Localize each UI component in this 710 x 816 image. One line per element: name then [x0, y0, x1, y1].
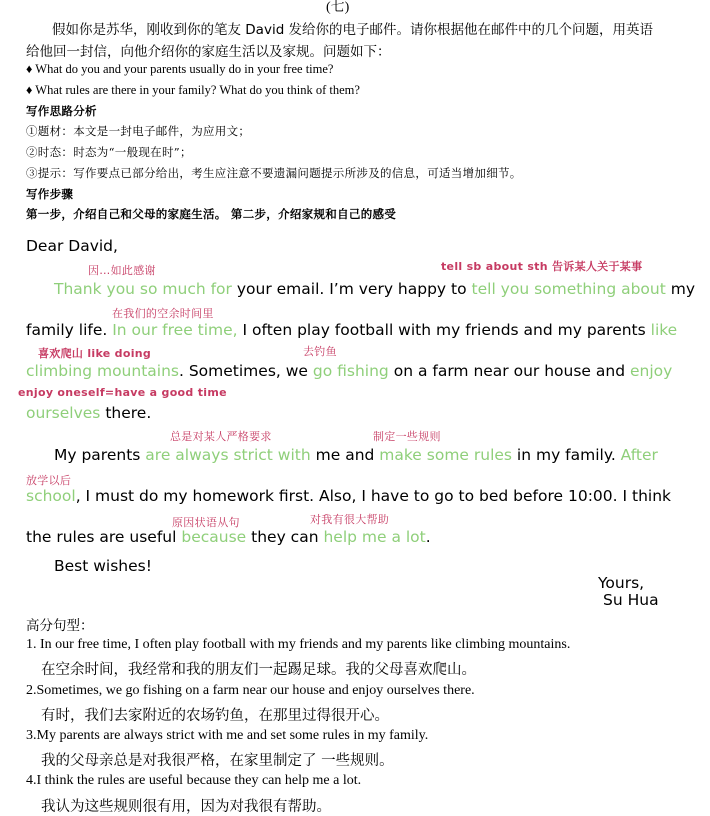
phrase-make-rules: make some rules: [379, 446, 512, 464]
letter-line-2: family life. In our free time, I often play football with my friends and my parents like: [26, 321, 678, 339]
letter-line-1: Thank you so much for your email. I’m very happy to tell you something about my: [54, 280, 696, 298]
sentence-4-zh: 我认为这些规则很有用，因为对我很有帮助。: [41, 799, 331, 815]
phrase-strict: are always strict with: [145, 446, 311, 464]
letter-line-6: school, I must do my homework first. Also, I have to go to bed before 10:00. I think: [26, 487, 672, 505]
note-rules: 制定一些规则: [373, 430, 441, 443]
note-after-school: 放学以后: [26, 474, 72, 487]
phrase-school: school: [26, 487, 76, 505]
sentence-2-en: 2.Sometimes, we go fishing on a farm near our house and enjoy ourselves there.: [26, 683, 475, 698]
note-fishing: 去钓鱼: [303, 345, 337, 358]
note-climbing: 喜欢爬山 like doing: [38, 347, 152, 360]
phrase-ourselves: ourselves: [26, 404, 101, 422]
note-strict: 总是对某人严格要求: [170, 430, 272, 443]
letter-greeting: Dear David,: [26, 237, 118, 255]
phrase-thank-you: Thank you so much for: [54, 280, 232, 298]
note-thank-you: 因…如此感谢: [88, 264, 156, 277]
letter-closing: Best wishes!: [54, 557, 152, 575]
sentence-1-en: 1. In our free time, I often play football with my friends and my parents like climbing mountains.: [26, 637, 571, 652]
note-free-time: 在我们的空余时间里: [112, 307, 214, 320]
analysis-heading: 写作思路分析: [26, 104, 97, 118]
note-help: 对我有很大帮助: [310, 513, 390, 526]
sentence-3-zh: 我的父母亲总是对我很严格，在家里制定了 一些规则。: [41, 753, 394, 769]
phrase-tell-you: tell you something about: [471, 280, 666, 298]
phrase-help-me: help me a lot: [323, 528, 426, 546]
analysis-point-3: ③提示：写作要点已部分给出，考生应注意不要遗漏问题提示所涉及的信息，可适当增加细节。: [26, 166, 522, 180]
analysis-point-1: ①题材：本文是一封电子邮件，为应用文；: [26, 124, 251, 138]
sentence-4-en: 4.I think the rules are useful because they can help me a lot.: [26, 773, 362, 788]
steps-heading: 写作步骤: [26, 187, 74, 201]
prompt-line-1: 假如你是苏华，刚收到你的笔友 David 发给你的电子邮件。请你根据他在邮件中的几个问题，用英语: [52, 22, 654, 38]
letter-line-3: climbing mountains. Sometimes, we go fishing on a farm near our house and enjoy: [26, 362, 673, 380]
sentence-2-zh: 有时，我们去家附近的农场钓鱼，在那里过得很开心。: [41, 708, 389, 724]
phrase-because: because: [181, 528, 247, 546]
letter-signature: Su Hua: [603, 591, 659, 609]
sentences-heading: 高分句型：: [26, 618, 94, 634]
phrase-like: like: [650, 321, 678, 339]
sentence-3-en: 3.My parents are always strict with me and set some rules in my family.: [26, 728, 429, 743]
phrase-climbing: climbing mountains: [26, 362, 179, 380]
note-enjoy-oneself: enjoy oneself=have a good time: [18, 386, 227, 399]
phrase-free-time: In our free time,: [112, 321, 238, 339]
prompt-line-2: 给他回一封信，向他介绍你的家庭生活以及家规。问题如下：: [26, 44, 391, 60]
note-tell-sb: tell sb about sth 告诉某人关于某事: [441, 260, 643, 273]
letter-line-4: ourselves there.: [26, 404, 152, 422]
note-because: 原因状语从句: [172, 516, 240, 529]
section-number: (七): [326, 0, 350, 15]
phrase-go-fishing: go fishing: [312, 362, 389, 380]
letter-sign-yours: Yours,: [598, 574, 645, 592]
analysis-point-2: ②时态：时态为“一般现在时”；: [26, 145, 192, 159]
letter-line-5: My parents are always strict with me and make some rules in my family. After: [54, 446, 658, 464]
question-1: ♦ What do you and your parents usually do in your free time?: [26, 62, 334, 76]
question-2: ♦ What rules are there in your family? What do you think of them?: [26, 83, 360, 97]
phrase-after: After: [620, 446, 658, 464]
letter-line-7: the rules are useful because they can help me a lot.: [26, 528, 431, 546]
phrase-enjoy: enjoy: [629, 362, 673, 380]
sentence-1-zh: 在空余时间，我经常和我的朋友们一起踢足球。我的父母喜欢爬山。: [41, 662, 476, 678]
steps-text: 第一步，介绍自己和父母的家庭生活。 第二步，介绍家规和自己的感受: [26, 207, 397, 221]
